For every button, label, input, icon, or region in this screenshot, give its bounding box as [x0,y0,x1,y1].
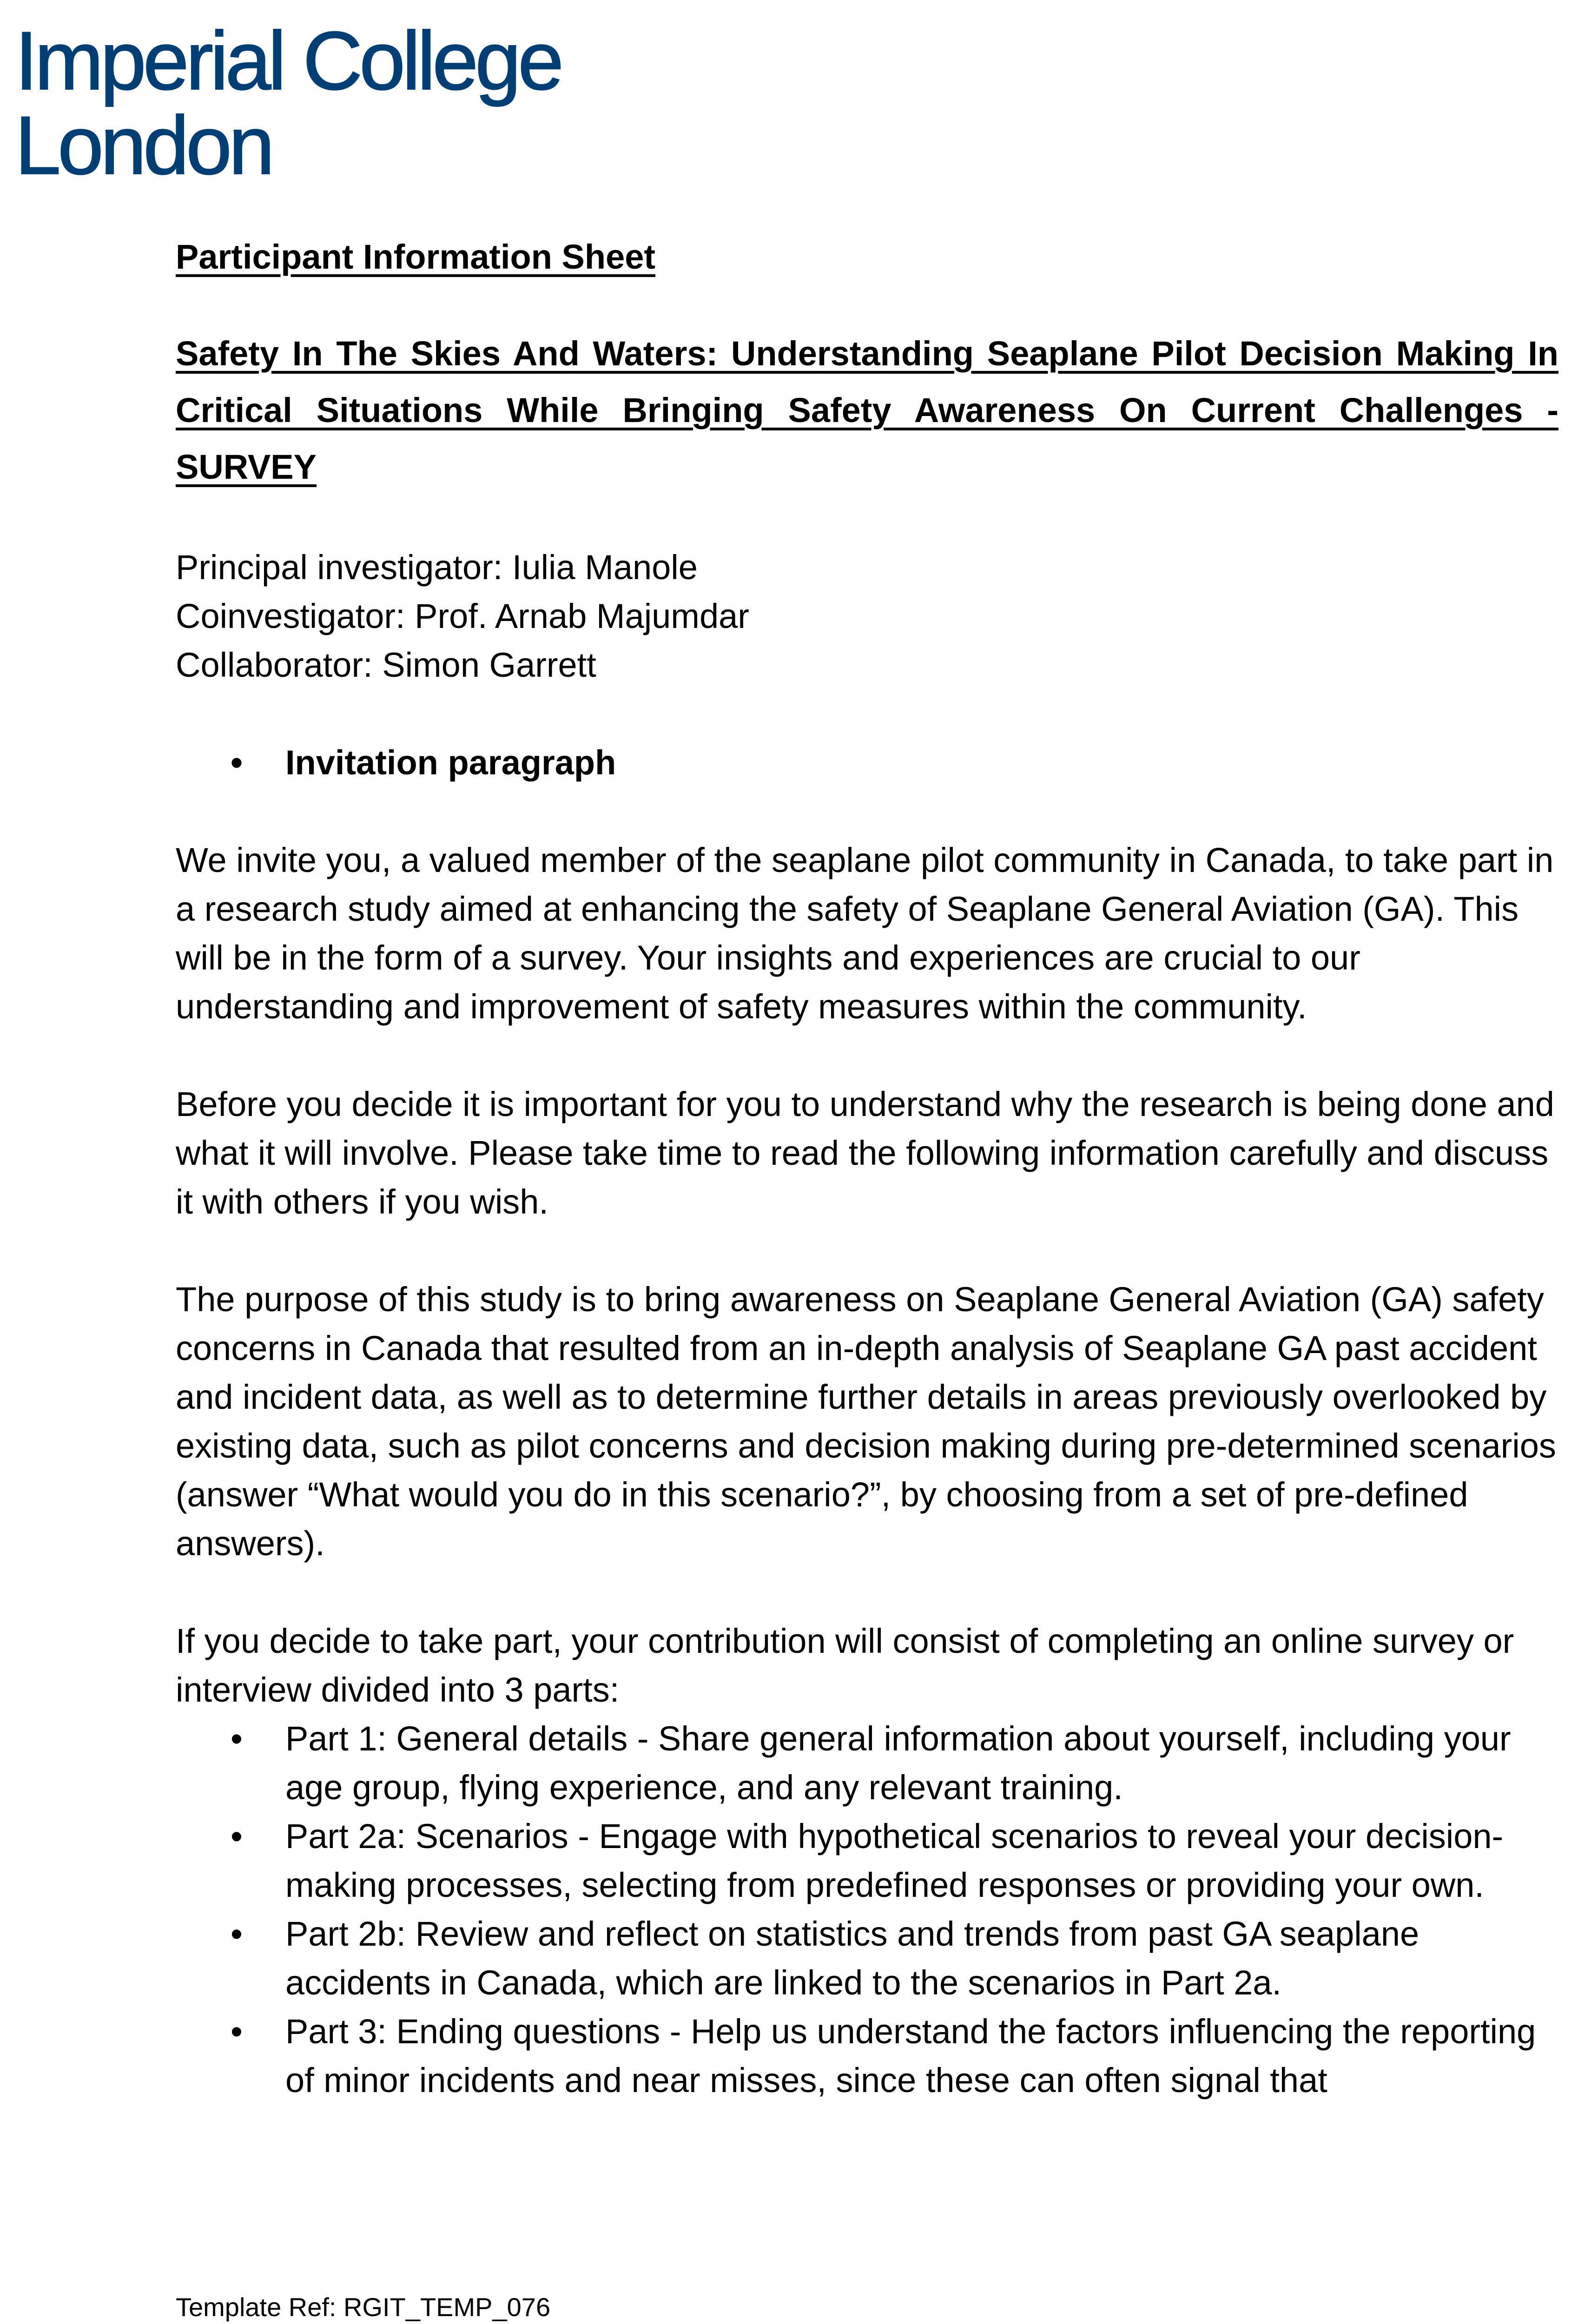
list-item [176,1812,1558,1909]
paragraph-take-part: If you decide to take part, your contribution will consist of completing an online survey or interview divided into 3 parts: [176,1622,1514,1709]
paragraph-before-you-decide: Before you decide it is important for you to understand why the research is being done and what it will involve. Please take time to read the following information carefully and discuss it with others if you wish. [176,1085,1554,1221]
bullet-icon: • [231,1915,243,1953]
paragraph-purpose: The purpose of this study is to bring awareness on Seaplane General Aviation (GA) safety concerns in Canada that resulted from an in-depth analysis of Seaplane GA past accident and incident data, as well as to determine further details in areas previously overlooked by existing data, such as pilot concerns and decision making during pre-determined scenarios (answer “What would you do in this scenario?”, by choosing from a set of pre-defined answers). [176,1280,1556,1563]
paragraph-invitation: We invite you, a valued member of the seaplane pilot community in Canada, to take part in a research study aimed at enhancing the safety of Seaplane General Aviation (GA). This will be in the form of a survey. Your insights and experiences are crucial to our understanding and improvement of safety measures within the community. [176,841,1554,1026]
list-item-text: Part 3: Ending questions - Help us understand the factors influencing the reporting of minor incidents and near misses, since these can often signal that [285,2012,1536,2100]
logo-line-2: London [15,99,271,191]
investigators-block [176,543,1558,689]
imperial-college-logo [15,14,561,191]
invitation-heading [176,738,1558,787]
bullet-icon: • [231,1817,243,1855]
list-item [176,1714,1558,1812]
list-item-text: Part 1: General details - Share general information about yourself, including your age group, flying experience, and any relevant training. [285,1719,1511,1807]
coinvestigator: Coinvestigator: Prof. Arnab Majumdar [176,597,749,635]
list-item-text: Part 2b: Review and reflect on statistics and trends from past GA seaplane accidents in Canada, which are linked to the scenarios in Part 2a. [285,1915,1420,2002]
study-title: Safety In The Skies And Waters: Understanding Seaplane Pilot Decision Making In Critical Situations While Bringing Safety Awareness On Current Challenges - SURVEY [176,334,1558,486]
sheet-title: Participant Information Sheet [176,238,656,276]
invitation-heading-text: Invitation paragraph [285,743,616,782]
collaborator: Collaborator: Simon Garrett [176,646,596,684]
principal-investigator: Principal investigator: Iulia Manole [176,548,698,587]
parts-list [176,1714,1558,2105]
template-ref: Template Ref: RGIT_TEMP_076 [176,2292,551,2322]
bullet-icon: • [231,1719,243,1758]
logo-line-1: Imperial College [15,14,561,107]
list-item [176,1909,1558,2007]
bullet-icon: • [231,743,243,782]
list-item-text: Part 2a: Scenarios - Engage with hypothetical scenarios to reveal your decision-making processes, selecting from predefined responses or providing your own. [285,1817,1504,1904]
bullet-icon: • [231,2012,243,2051]
document-body [176,232,1558,2105]
list-item [176,2007,1558,2105]
page-footer [176,2291,1510,2324]
